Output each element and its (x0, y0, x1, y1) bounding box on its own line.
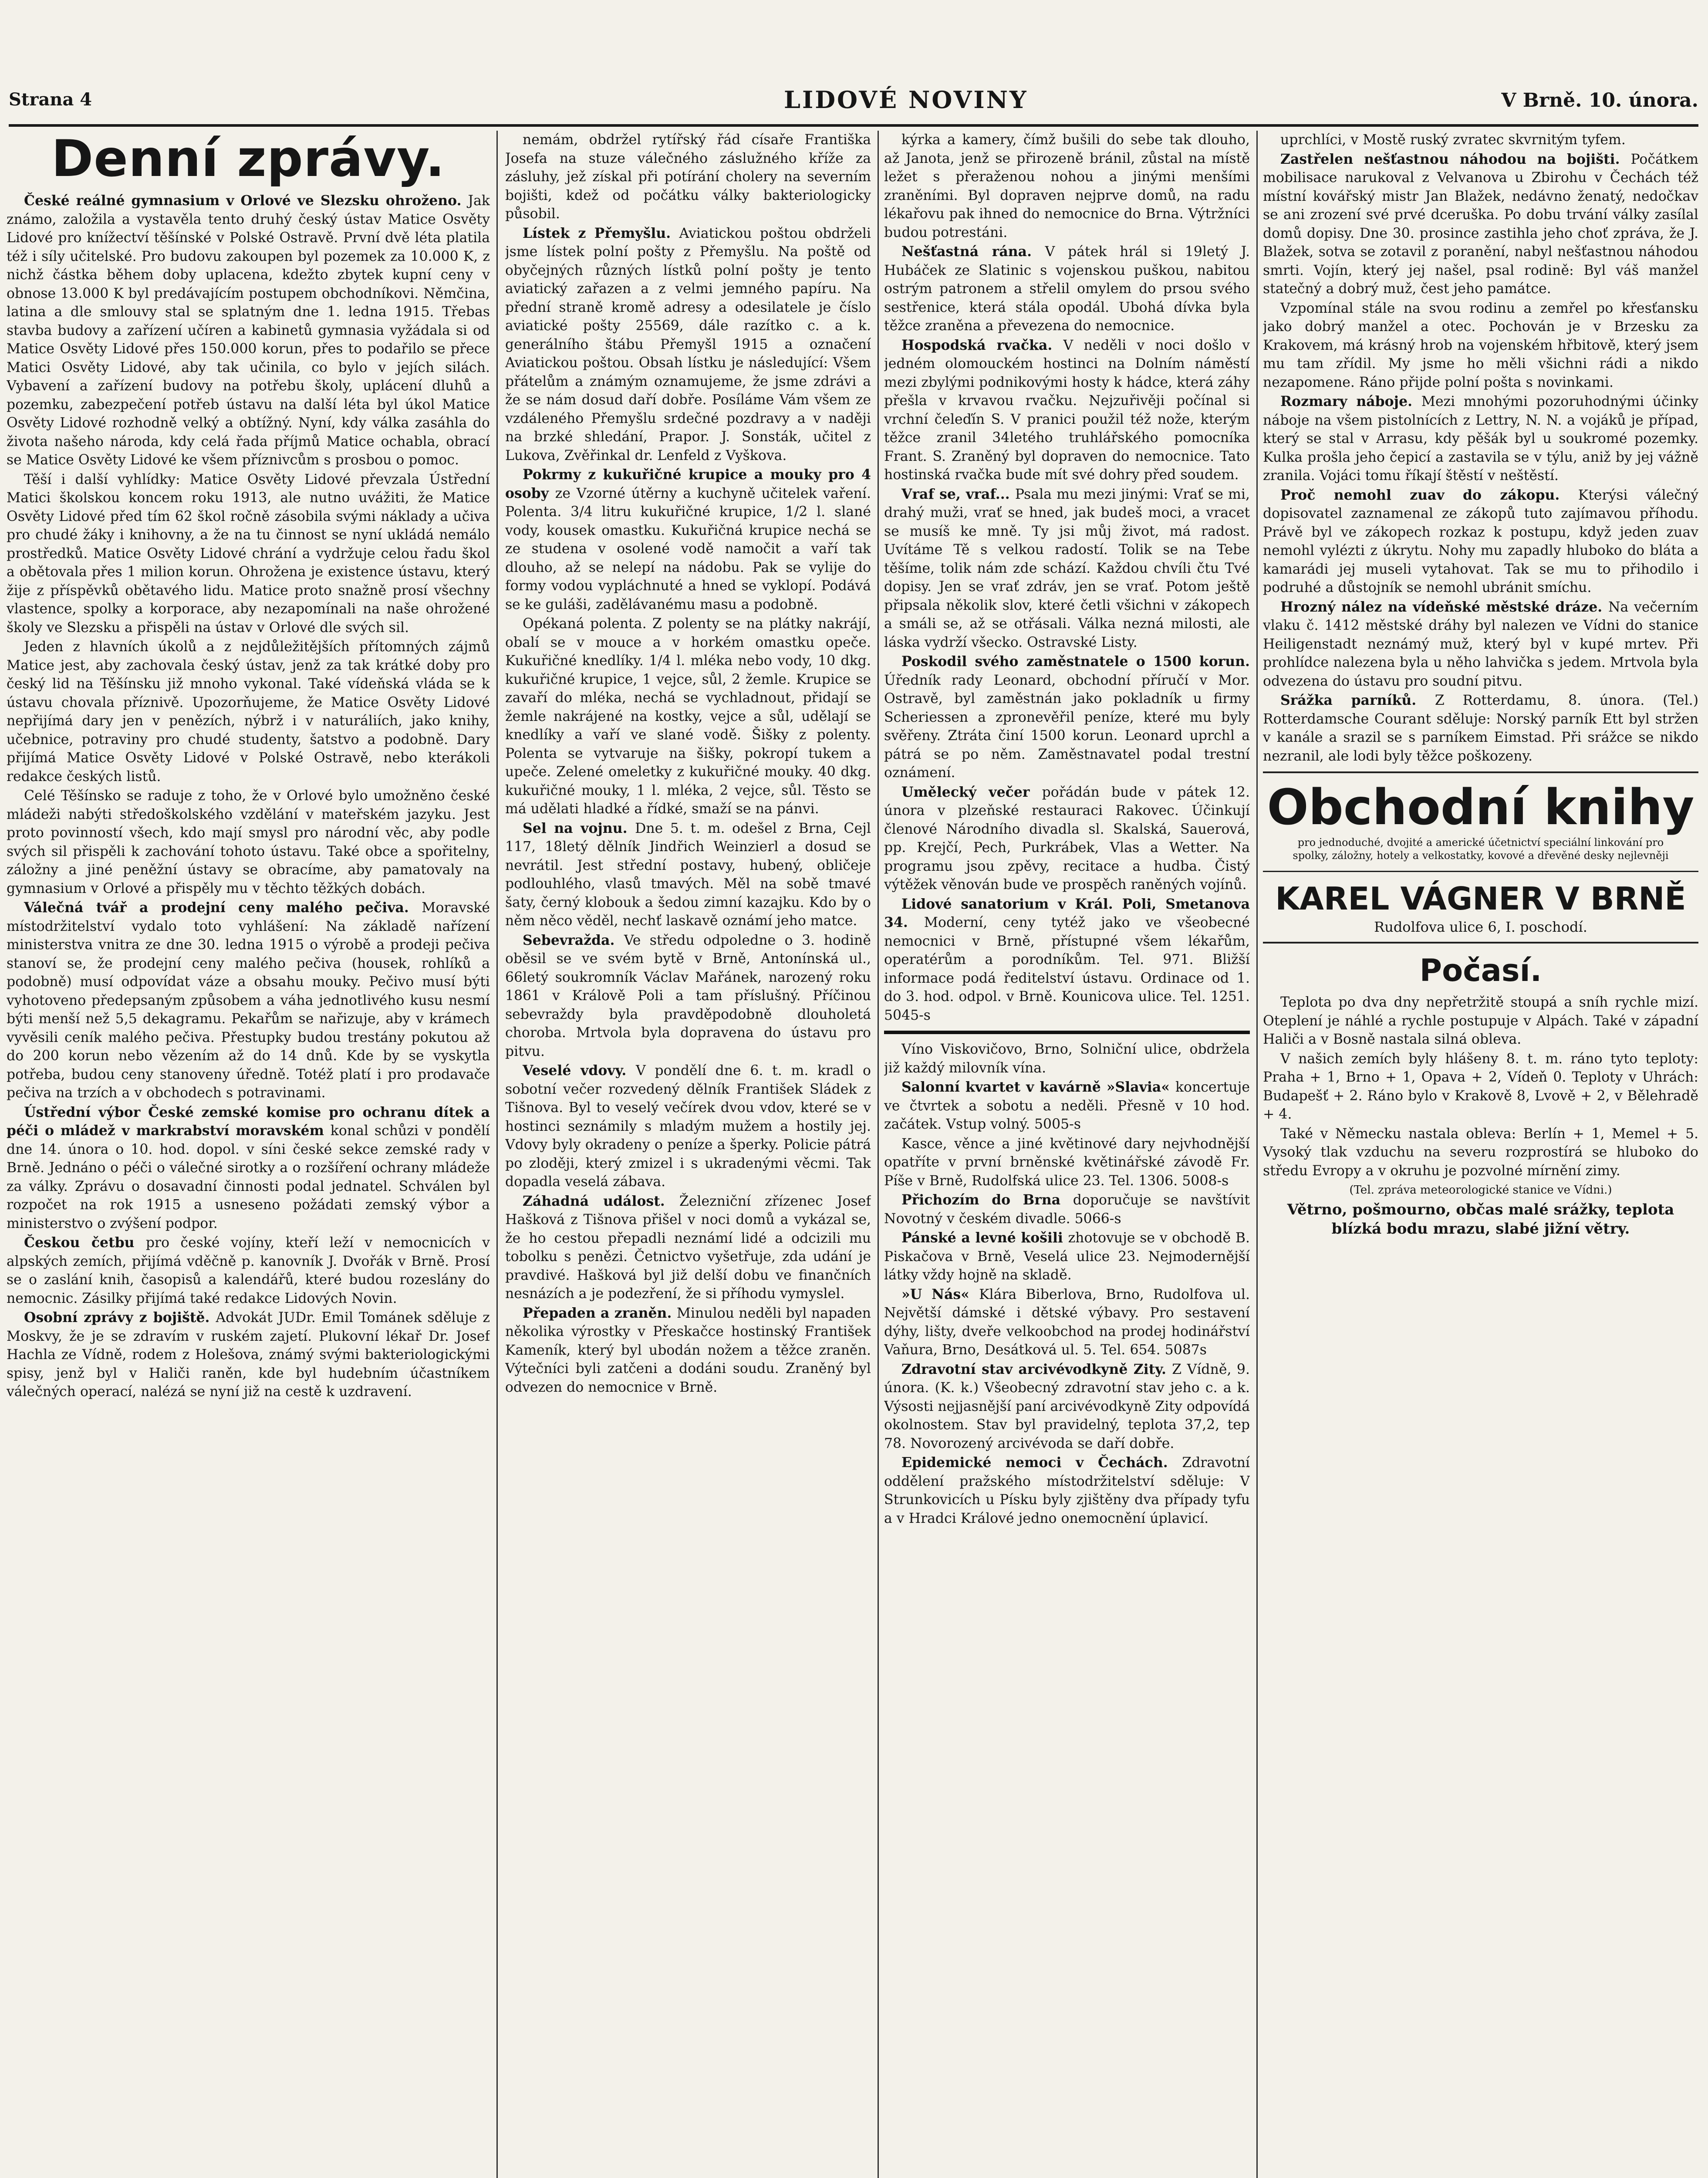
article-paragraph (505, 819, 871, 930)
ad-title: Obchodní knihy (1267, 779, 1694, 836)
advert-separator (884, 1031, 1250, 1034)
article-paragraph (884, 1285, 1250, 1360)
column-3-lower-articles (884, 1040, 1250, 1528)
article-heading: »U Nás« (901, 1286, 979, 1302)
article-heading: Umělecký večer (901, 784, 1042, 800)
column-rule (1256, 131, 1258, 2178)
article-paragraph (884, 1040, 1250, 1077)
article-heading: Vraf se, vraf... (901, 486, 1015, 502)
article-paragraph (505, 131, 871, 223)
article-heading: Nešťastná rána. (901, 244, 1045, 260)
column-1 (7, 131, 490, 2178)
article-paragraph (505, 931, 871, 1061)
column-rule (878, 131, 879, 2178)
header-rule (9, 124, 1698, 127)
article-heading: Srážka parníků. (1280, 692, 1435, 708)
column-2 (505, 131, 871, 2178)
article-paragraph (7, 1103, 490, 1233)
article-heading: Poskodil svého zaměstnatele o 1500 korun. (901, 653, 1250, 670)
column-3-articles (884, 131, 1250, 1025)
article-heading: Epidemické nemoci v Čechách. (901, 1454, 1182, 1471)
article-paragraph (1263, 299, 1698, 392)
article-heading: Válečná tvář a prodejní ceny malého pečiva. (24, 900, 422, 916)
article-paragraph (1263, 131, 1698, 149)
article-body: doporučuje se navštívit Novotný v českém divadle. 5066-s (884, 1192, 1250, 1227)
ad-subtitle: pro jednoduché, dvojité a americké účetnictví speciální linkování pro spolky, záložny, hotely a velkostatky, kovové a dřevěné desky nejlevněji (1293, 836, 1669, 862)
weather-forecast: Větrno, pošmourno, občas malé srážky, teplota blízká bodu mrazu, slabé jižní větry. (1287, 1201, 1674, 1238)
article-body: uprchlíci, v Mostě ruský zvratec skvrnitým tyfem. (1280, 132, 1626, 148)
article-heading: Pánské a levné košili (901, 1230, 1068, 1246)
article-heading: Lidové sanatorium v Král. Poli, Smetanova 34. (884, 896, 1250, 930)
article-body: Jak známo, založila a vystavěla tento druhý český ústav Matice Osvěty Lidové pro knížectví těšínské v Polské Ostravě. První dvě léta platila též i síly učitelské. Pro budovu zakoupen byl pozemek za 10.000 K, z nichž částka během doby uplacena, kdežto zbytek kupní ceny v obnose 13.000 K byl predávajícím postupem obchodníkovi. Němčina, latina a dle smlouvy stal se splatným dne 1. ledna 1915. Třebas stavba budovy a zařízení učíren a kabinetů gymnasia vyžádala si od Matice Osvěty Lidové přes 150.000 korun, přes to podařilo se přece Matici Osvěty Lidové, aby tak učinila, co bylo v jejích silách. Vybavení a zařízení budovy na potřebu školy, uplácení dluhů a pozemku, zabezpečení potřeb ústavu na další léta byl úkol Matice Osvěty Lidové rozhodně velký a obtížný. Nyní, kdy válka zasáhla do života našeho národa, kdy celá řada příjmů Matice ochabla, obrací se Matice Osvěty Lidové ke všem příznivcům s prosbou o pomoc. (7, 193, 490, 468)
article-heading: Zastřelen nešťastnou náhodou na bojišti. (1280, 151, 1631, 167)
section-title: Denní zprávy. (51, 131, 445, 188)
article-paragraph (505, 1192, 871, 1303)
article-body: Ve středu odpoledne o 3. hodině oběsil se ve svém bytě v Brně, Antonínská ul., 66letý soukromník Václav Mařánek, narozený roku 1861 v Králově Poli a tam příslušný. Příčinou sebevraždy byla pravděpodobně dlouholetá choroba. Mrtvola byla dopravena do ústavu pro pitvu. (505, 932, 871, 1059)
article-paragraph (1263, 150, 1698, 298)
article-body: V pondělí dne 6. t. m. kradl o sobotní večer rozvedený dělník František Sládek z Tišnova. Byl to veselý večírek dvou vdov, které se v hostinci seznámily s mladým mužem a hostily jej. Vdovy byly okradeny o peníze a šperky. Policie pátrá po zloději, který zmizel i s ukradenými věcmi. Tak dopadla veselá zábava. (505, 1063, 871, 1190)
article-paragraph (884, 1135, 1250, 1190)
article-paragraph (7, 1309, 490, 1401)
article-paragraph (884, 131, 1250, 242)
article-paragraph (884, 243, 1250, 335)
article-paragraph (505, 615, 871, 818)
ad-company-name: KAREL VÁGNER V BRNĚ (1263, 871, 1698, 918)
article-paragraph (884, 1191, 1250, 1228)
article-body: Kasce, věnce a jiné květinové dary nejvhodnější opatříte v první brněnské květinářské závodě Fr. Píše v Brně, Rudolfská ulice 23. Tel. 1306. 5008-s (884, 1136, 1250, 1189)
dateline: V Brně. 10. února. (1501, 89, 1698, 112)
article-body: Kterýsi válečný dopisovatel zaznamenal ze zákopů tuto zajímavou příhodu. Právě byl ve zákopech rozkaz k postupu, když jeden zuav nemohl vylézti z úkrytu. Nohy mu zapadly hluboko do bláta a kamarádi jej museli vytahovat. Tak se mu to přihodilo i podruhé a důstojník se nemohl ubránit smíchu. (1263, 487, 1698, 595)
article-heading: Proč nemohl zuav do zákopu. (1280, 487, 1578, 503)
weather-paragraph: Také v Německu nastala obleva: Berlín + 1, Memel + 5. Vysoký tlak vzduchu na severu rozprostírá se hluboko do středu Evropy a v okruhu je pozvolné mírnění zimy. (1263, 1126, 1698, 1179)
article-body: zhotovuje se v obchodě B. Piskačova v Brně, Veselá ulice 23. Nejmodernější látky vždy hojně na skladě. (884, 1230, 1250, 1283)
article-body: Advokát JUDr. Emil Tománek sděluje z Moskvy, že je se zdravím v ruském zajetí. Plukovní lékař Dr. Josef Hachla ze Vídně, rodem z Holešova, známý svými bakteriologickými spisy, jenž byl v Haliči raněn, kde byl hudebním účastníkem válečných operací, nalézá se nyní již na cestě k uzdravení. (7, 1310, 490, 1400)
article-paragraph (505, 1062, 871, 1191)
article-body: Na večerním vlaku č. 1412 městské dráhy byl nalezen ve Vídni do stanice Heiligenstadt neznámý muž, který byl v kupé mrtev. Při prohlídce nalezena byla u něho lahvička s jedem. Mrtvola byla odvezena do ústavu pro soudní pitvu. (1263, 599, 1698, 689)
article-body: Minulou neděli byl napaden několika výrostky v Přeskačce hostinský František Kameník, který byl ubodán nožem a těžce zraněn. Výtečníci byli zatčeni a dodáni soudu. Zraněný byl odvezen do nemocnice v Brně. (505, 1305, 871, 1395)
article-body: Těší i další vyhlídky: Matice Osvěty Lidové převzala Ústřední Matici školskou koncem roku 1913, ale nutno uvážiti, že Matice Osvěty Lidové před tím 62 škol ročně zásobila svými náklady a učiva pro chudé žáky i knihovny, a že na tu činnost se nyní ukládá nemálo prostředků. Matice Osvěty Lidové chrání a vydržuje celou řadu škol a obětovala přes 1 milion korun. Ohrožena je existence ústavu, který žije z příspěvků obětavého lidu. Matice proto snažně prosí všechny vlastence, spolky a korporace, aby nezapomínali na naše ohrožené školy ve Slezsku a přispěli na ústav v Orlové dle svých sil. (7, 471, 490, 636)
article-body: Aviatickou poštou obdrželi jsme lístek polní pošty z Přemyšlu. Na poště od obyčejných různých lístků polní pošty je tento aviatický zařazen a z velmi jemného papíru. Na přední straně kromě adresy a odesilatele je číslo aviatické pošty 25569, dále razítko c. a k. generálního štábu Přemyšl 1915 a označení Aviatickou poštou. Obsah lístku je následující: Všem přátelům a známým oznamujeme, že jsme zdrávi a že se nám dosud daří dobře. Posíláme Vám všem ze vzdáleného Přemyšlu srdečné pozdravy a v naději na brzké shledání, Prapor. J. Sonsták, učitel z Lukova, Zvěřinkal dr. Lenfeld z Vyškova. (505, 225, 871, 463)
article-paragraph (884, 485, 1250, 652)
article-heading: Hospodská rvačka. (901, 337, 1063, 353)
weather-paragraph: V našich zemích byly hlášeny 8. t. m. ráno tyto teploty: Praha + 1, Brno + 1, Opava + 2, Vídeň 0. Teploty v Uhrách: Budapešť + 2. Ráno bylo v Krakově 8, Lvově + 2, v Bělehradě + 4. (1263, 1051, 1698, 1122)
article-heading: Pokrmy z kukuřičné krupice a mouky pro 4 osoby (505, 467, 871, 501)
column-4 (1263, 131, 1698, 2178)
article-body: Klára Biberlova, Brno, Rudolfova ul. Největší dámské i dětské výbavy. Pro sestavení dýhy, lišty, dveře velkoobchod na prodej hodinářství Vaňura, Brno, Desátková ul. 5. Tel. 654. 5087s (884, 1286, 1250, 1358)
weather-paragraph: Teplota po dva dny nepřetržitě stoupá a sníh rychle mizí. Oteplení je náhlé a rychle postupuje v Alpách. Také v západní Haliči a v Bosně nastala silná obleva. (1263, 994, 1698, 1047)
article-heading: Přepaden a zraněn. (523, 1305, 677, 1321)
article-body: pro české vojíny, kteří leží v nemocnicích v alpských zemích, přijímá vděčně p. kanovník J. Dvořák v Brně. Prosí se o zaslání knih, časopisů a kalendářů, které budou rozeslány do nemocnic. Zásilky přijímá také redakce Lidových Novin. (7, 1235, 490, 1306)
page-header (9, 86, 1698, 120)
masthead: LIDOVÉ NOVINY (784, 86, 1028, 114)
weather-title: Počasí. (1419, 953, 1542, 988)
article-paragraph (1263, 598, 1698, 691)
article-paragraph (1263, 392, 1698, 485)
article-body: V neděli v noci došlo v jedném olomouckém hostinci na Dolním náměstí mezi zbylými podnikovými hosty k hádce, která záhy přešla v krvavou rvačku. Nejzuřivěji počínal si vrchní čeleďín S. V pranici použil též nože, kterým těžce zranil 34letého truhlářského pomocníka Frant. S. Zraněný byl dopraven do nemocnice. Tato hostinská rvačka bude mít své dohry před soudem. (884, 337, 1250, 483)
article-paragraph (884, 1360, 1250, 1453)
article-paragraph (7, 1234, 490, 1308)
article-paragraph (884, 1229, 1250, 1285)
article-body: Jeden z hlavních úkolů a z nejdůležitějších přítomných zájmů Matice jest, aby zachovala český ústav, jenž za tak krátké doby pro český lid na Těšínsku již mnoho vykonal. Také vídeňská vláda se k ústavu chovala příznivě. Upozorňujeme, že Matice Osvěty Lidové nepřijímá dary jen v penězích, nýbrž i v naturáliích, jako knihy, učebnice, potraviny pro chudé studenty, šatstvo a podobně. Dary přijímá Matice Osvěty Lidové v Polské Ostravě, nebo kterákoli redakce českých listů. (7, 639, 490, 785)
article-body: V pátek hrál si 19letý J. Hubáček ze Slatinic s vojenskou puškou, nabitou ostrým patronem a střelil omylem do prsou svého sestřenice, která stála opodál. Ubohá dívka byla těžce zraněna a převezena do nemocnice. (884, 244, 1250, 334)
article-body: kýrka a kamery, čímž bušili do sebe tak dlouho, až Janota, jenž se přirozeně bránil, zůstal na místě ležet s přeraženou nohou a jinými menšími zraněními. Byl dopraven nejprve domů, na radu lékařovu pak ihned do nemocnice do Brna. Výtržníci budou potrestáni. (884, 132, 1250, 240)
article-body: Moravské místodržitelství vydalo toto vyhlášení: Na základě nařízení ministerstva vnitra ze dne 30. ledna 1915 o výrobě a prodeji pečiva stanoví se, že prodejní ceny malého pečiva (housek, rohlíků a podobně) musí odpovídat váze a obsahu mouky. Pečivo musí býti vyhotoveno předepsaným způsobem a váha jednotlivého kusu nesmí býti menší než 5,5 dekagramu. Pekařům se nařizuje, aby v krámech vyvěsili ceník malého pečiva. Přestupky budou trestány pokutou až do 200 korun nebo vězením až do 14 dnů. Kde by se vyskytla potřeba, budou ceny stanoveny úředně. Totéž platí i pro prodavače pečiva na trzích a v obchodech s potravinami. (7, 900, 490, 1101)
article-heading: Záhadná událost. (523, 1193, 679, 1209)
article-paragraph (7, 787, 490, 898)
article-paragraph (884, 653, 1250, 782)
article-paragraph (884, 895, 1250, 1025)
article-paragraph (7, 470, 490, 637)
article-body: konal schůzi v pondělí dne 14. února o 10. hod. dopol. v síni české sekce zemské rady v Brně. Jednáno o péči o válečné sirotky a o rozšíření ochrany mládeže za války. Zprávu o dosavadní činnosti podal jednatel. Schválen byl rozpočet na rok 1915 a usneseno požádati zemský výbor a ministerstvo o zvýšení podpor. (7, 1123, 490, 1231)
article-paragraph (505, 1304, 871, 1397)
article-heading: Rozmary náboje. (1280, 393, 1421, 409)
article-heading: Přichozím do Brna (901, 1192, 1073, 1208)
article-body: Dne 5. t. m. odešel z Brna, Cejl 117, 18letý dělník Jindřich Weinzierl a dosud se nevrátil. Jest střední postavy, hubený, obličeje podlouhlého, vlasů tmavých. Měl na sobě tmavé šaty, černý klobouk a šedou zimní kazajku. Kdo by o něm něco věděl, nechť laskavě oznámí jeho matce. (505, 820, 871, 929)
article-body: Počátkem mobilisace narukoval z Velvanova u Zbirohu v Čechách též místní kovářský mistr Jan Blažek, nedávno ženatý, nedočkav se ani zrození své prvé dceruška. Po dobu trvání války zasílal domů dopisy. Dne 30. prosince zastihla jeho choť zpráva, že J. Blažek, sotva se zotavil z poranění, nabyl nešťastnou náhodou smrti. Vojín, který jej našel, psal rodině: Byl váš manžel statečný a dobrý muž, čest jeho památce. (1263, 151, 1698, 297)
article-paragraph (884, 1078, 1250, 1134)
weather-agency: (Tel. zpráva meteorologické stanice ve Vídni.) (1349, 1184, 1612, 1197)
article-heading: Salonní kvartet v kavárně »Slavia« (901, 1079, 1175, 1095)
column-1-articles (7, 192, 490, 1401)
article-heading: Osobní zprávy z bojiště. (24, 1309, 216, 1326)
article-heading: Hrozný nález na vídeňské městské dráze. (1280, 599, 1608, 615)
page-number: Strana 4 (9, 89, 92, 110)
article-body: Víno Viskovičovo, Brno, Solniční ulice, obdržela již každý milovník vína. (884, 1042, 1250, 1076)
article-body: koncertuje ve čtvrtek a sobotu a neděli. Přesně v 10 hod. začátek. Vstup volný. 5005-s (884, 1079, 1250, 1132)
article-heading: Sel na vojnu. (523, 820, 635, 836)
article-heading: Lístek z Přemyšlu. (523, 225, 679, 241)
column-4-articles (1263, 131, 1698, 765)
article-heading: Zdravotní stav arcivévodkyně Zity. (901, 1361, 1172, 1377)
article-paragraph (7, 899, 490, 1103)
article-body: Vzpomínal stále na svou rodinu a zemřel po křesťansku jako dobrý manžel a otec. Pochován je v Brzesku za Krakovem, má krásný hrob na vojenském hřbitově, který jsem mu tam zřídil. My jsme ho měli všichni rádi a nikdo nezapomene. Ráno přijde polní pošta s novinkami. (1263, 300, 1698, 390)
article-body: Celé Těšínsko se raduje z toho, že v Orlové bylo umožněno české mládeži nabýti středoškolského vzdělání v mateřském jazyku. Jest proto povinností všech, kdo mají smysl pro národní věc, aby podle svých sil přispěli k zachování tohoto ústavu. Také obce a spořitelny, záložny a jiné peněžní ústavy se obracíme, aby pamatovaly na gymnasium v Orlové a přispěly mu v těchto těžkých dobách. (7, 788, 490, 896)
article-body: Opékaná polenta. Z polenty se na plátky nakrájí, obalí se v mouce a v horkém omastku opeče. Kukuřičné knedlíky. 1/4 l. mléka nebo vody, 10 dkg. kukuřičné krupice, 1 vejce, sůl, 2 žemle. Krupice se zavaří do mléka, nechá se vychladnout, přidají se žemle nakrájené na kostky, vejce a sůl, udělají se knedlíky a vaří ve slané vodě. Šišky z polenty. Polenta se vytvaruje na šišky, pokropí tukem a upeče. Zelené omeletky z kukuřičné mouky. 40 dkg. kukuřičné mouky, 1 l. mléka, 2 vejce, sůl. Těsto se má udělati hladké a řídké, smaží se na pánvi. (505, 616, 871, 817)
article-paragraph (505, 466, 871, 614)
article-body: Úředník rady Leonard, obchodní příručí v Mor. Ostravě, byl zaměstnán jako pokladník u firmy Scheriessen a zpronevěřil peníze, které mu byly svěřeny. Ztráta činí 1500 korun. Leonard uprchl a pátrá se po něm. Zaměstnavatel podal trestní oznámení. (884, 672, 1250, 781)
article-paragraph (7, 638, 490, 786)
article-body: nemám, obdržel rytířský řád císaře Františka Josefa na stuze válečného záslužného kříže za zásluhy, jež získal při potírání cholery na severním bojišti, kdež od počátku války bakteriologicky působil. (505, 132, 871, 222)
article-body: Zdravotní oddělení pražského místodržitelství sděluje: V Strunkovicích u Písku byly zjištěny dva případy tyfu a v Hradci Králové jedno onemocnění úplavicí. (884, 1455, 1250, 1526)
article-body: Z Vídně, 9. února. (K. k.) Všeobecný zdravotní stav jeho c. a k. Výsosti nejjasnější paní arcivévodkyně Zity odpovídá okolnostem. Stav byl pravidelný, teplota 37,2, tep 78. Novorozený arcivévoda se daří dobře. (884, 1361, 1250, 1451)
article-paragraph (505, 224, 871, 465)
article-paragraph (1263, 691, 1698, 765)
article-body: Psala mu mezi jinými: Vrať se mi, drahý muži, vrať se hned, jak budeš moci, a vracet se musíš ke mně. Ty jsi můj život, má radost. Uvítáme Tě s velkou radostí. Tolik se na Tebe těšíme, tolik nám zde schází. Každou chvíli čtu Tvé dopisy. Jen se vrať zdráv, jen se vrať. Potom ještě připsala několik slov, které četli všichni v zákopech a smáli se, až se otřásali. Válka nezná milosti, ale láska vydrží všecko. Ostravské Listy. (884, 486, 1250, 650)
article-body: Z Rotterdamu, 8. února. (Tel.) Rotterdamsche Courant sděluje: Norský parník Ett byl stržen v kanále a srazil se s parníkem Eimstad. Při srážce se nikdo nezranil, ale lodi byly těžce poškozeny. (1263, 693, 1698, 764)
article-body: pořádán bude v pátek 12. února v plzeňské restauraci Rakovec. Účinkují členové Národního divadla sl. Skalská, Sauerová, pp. Krejčí, Pech, Purkrábek, Vlas a Wetter. Na programu jsou zpěvy, recitace a hudba. Čistý výtěžek věnován bude ve prospěch raněných vojínů. (884, 784, 1250, 893)
article-paragraph (1263, 486, 1698, 597)
article-body: ze Vzorné útěrny a kuchyně učitelek vaření. Polenta. 3/4 litru kukuřičné krupice, 1/2 l. slané vody, kousek omastku. Kukuřičná krupice nechá se ze studena v osolené vodě namočit a vaří tak dlouho, až se nelepí na nádobu. Pak se vylije do formy vodou vypláchnuté a hned se vyklopí. Podává se ke guláši, zadělávanému masu a podobně. (505, 485, 871, 612)
article-paragraph (7, 192, 490, 470)
article-heading: Ústřední výbor České zemské komise pro ochranu dítek a péči o mládež v markrabství moravském (7, 1104, 490, 1139)
ad-address: Rudolfova ulice 6, I. poschodí. (1374, 919, 1587, 935)
article-heading: Veselé vdovy. (523, 1062, 636, 1079)
article-heading: Sebevražda. (523, 932, 624, 948)
article-paragraph (884, 783, 1250, 894)
column-rule (496, 131, 498, 2178)
article-paragraph (884, 336, 1250, 484)
article-paragraph (884, 1454, 1250, 1528)
advertisement (1263, 771, 1698, 944)
article-body: Železniční zřízenec Josef Hašková z Tišnova přišel v noci domů a vykázal se, že ho cestou přepadli neznámí lidé a odcizili mu tobolku s penězi. Četnictvo vyšetřuje, zda udání je pravdivé. Hašková byl již delší dobu ve finančních nesnázích a je podezření, že si příhodu vymyslel. (505, 1193, 871, 1302)
column-2-articles (505, 131, 871, 1397)
article-body: Mezi mnohými pozoruhodnými účinky náboje na všem pistolnících z Lettry, N. N. a vojáků je případ, který se stal v Arrasu, kdy pěšák byl u soukromé pozemky. Kulka prošla jeho čepicí a zastavila se v týlu, aniž by jej vážně zranila. Vojáci tomu říkají štěstí v neštěstí. (1263, 394, 1698, 484)
article-body: Moderní, ceny tytéž jako ve všeobecné nemocnici v Brně, přístupné všem lékařům, operatérům a porodníkům. Tel. 971. Bližší informace podá ředitelství ústavu. Ordinace od 1. do 3. hod. odpol. v Brně. Kounicova ulice. Tel. 1251. 5045-s (884, 915, 1250, 1023)
article-heading: České reálné gymnasium v Orlové ve Slezsku ohroženo. (24, 193, 468, 209)
column-3 (884, 131, 1250, 2178)
article-heading: Českou četbu (24, 1234, 146, 1251)
